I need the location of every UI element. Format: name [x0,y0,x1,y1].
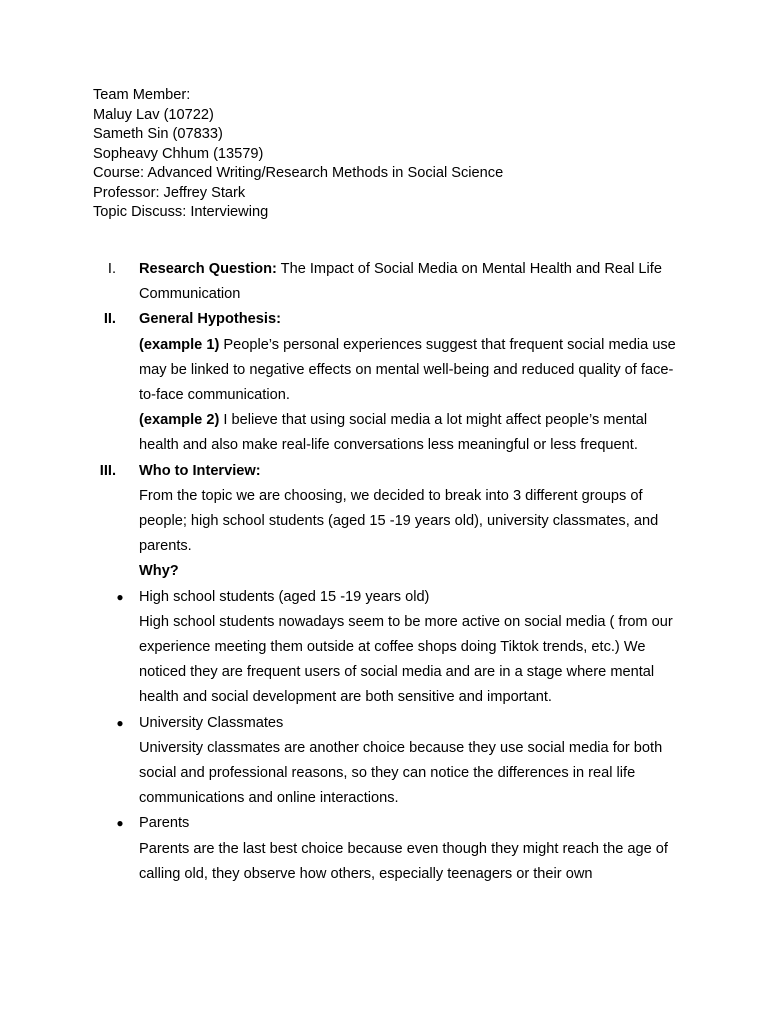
outline-numeral: II. [103,311,116,328]
topic-line: Topic Discuss: Interviewing [93,204,269,220]
why-label: Why? [139,563,179,580]
list-item-high-school [93,585,683,711]
example-1-label: (example 1) [139,336,220,353]
group-description: High school students nowadays seem to be more active on social media ( from our experience meeting them outside at coffee shops doing Tiktok trends, etc.) We noticed they are frequent users of social media and are in a stage where mental health and social development are both sensitive and important. [139,613,673,706]
outline-list [93,257,683,887]
list-item-parents [93,811,683,887]
example-2-text: I believe that using social media a lot might affect people’s mental health and also make real-life conversations less meaningful or less frequent. [139,412,648,454]
team-member-2: Sameth Sin (07833) [93,126,223,142]
group-title: University Classmates [139,714,284,731]
group-title: High school students (aged 15 -19 years old) [139,588,430,605]
group-description: University classmates are another choice because they use social media for both social and professional reasons, so they can notice the differences in real life communications and online interactions. [139,739,663,807]
group-description: Parents are the last best choice because even though they might reach the age of calling old, they observe how others, especially teenagers or their own [139,840,668,882]
outline-item-research-question [93,257,683,307]
course-line: Course: Advanced Writing/Research Methods in Social Science [93,165,504,181]
document-header [93,86,503,223]
example-2-label: (example 2) [139,412,220,429]
who-to-interview-intro: From the topic we are choosing, we decided to break into 3 different groups of people; high school students (aged 15 -19 years old), university classmates, and parents. [139,487,659,555]
team-member-1: Maluy Lav (10722) [93,106,214,123]
example-1-text: People’s personal experiences suggest that frequent social media use may be linked to negative effects on mental well-being and reduced quality of face-to-face communication. [139,336,676,404]
bullet-icon: ● [116,715,124,730]
outline-numeral: I. [107,261,116,277]
professor-line: Professor: Jeffrey Stark [93,184,246,201]
bullet-icon: ● [116,816,124,831]
hypothesis-label: General Hypothesis: [139,311,281,328]
who-to-interview-label: Who to Interview: [139,462,261,479]
team-member-label: Team Member: [93,87,191,103]
group-title: Parents [139,815,190,832]
outline-item-who-to-interview [93,459,683,585]
team-member-3: Sopheavy Chhum (13579) [93,145,264,162]
research-question-text: The Impact of Social Media on Mental Health and Real Life Communication [139,261,662,303]
list-item-university [93,711,683,812]
outline-item-hypothesis [93,307,683,458]
bullet-icon: ● [116,589,124,604]
hypothesis-example-2 [139,408,683,458]
outline-numeral: III. [99,462,116,479]
research-question-label: Research Question: [139,261,277,277]
hypothesis-example-1 [139,333,683,409]
